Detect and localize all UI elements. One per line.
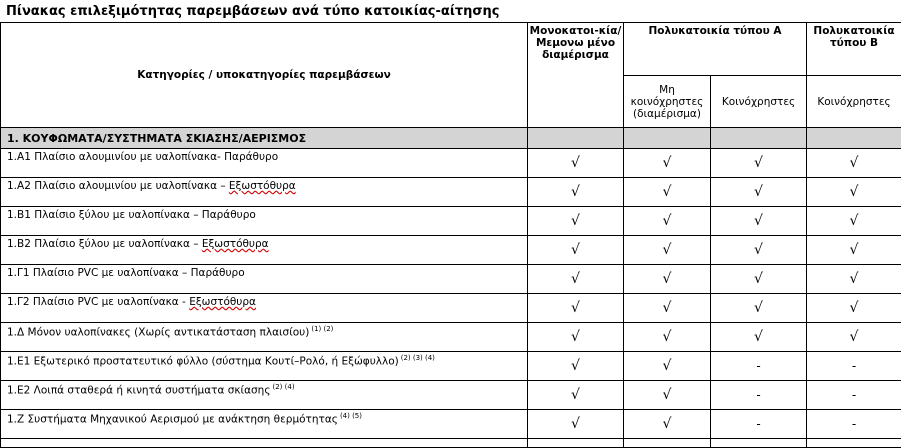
eligible-checkmark: √ [528, 149, 624, 178]
eligible-checkmark: √ [624, 207, 711, 236]
eligible-checkmark: √ [528, 352, 624, 381]
not-eligible-mark: - [711, 410, 807, 439]
eligible-checkmark: √ [624, 236, 711, 265]
row-label: 1.Β1 Πλαίσιο ξύλου με υαλοπίνακα – Παράθυρο [1, 207, 528, 236]
row-label: 1.Α1 Πλαίσιο αλουμινίου με υαλοπίνακα- Παράθυρο [1, 149, 528, 178]
eligible-checkmark: √ [624, 381, 711, 410]
section-title: 1. ΚΟΥΦΩΜΑΤΑ/ΣΥΣΤΗΜΑΤΑ ΣΚΙΑΣΗΣ/ΑΕΡΙΣΜΟΣ [1, 128, 528, 149]
header-single-dwelling: Μονοκατοι-κία/Μεμονω μένο διαμέρισμα [528, 23, 624, 128]
eligible-checkmark: √ [624, 323, 711, 352]
row-label: 1.Γ1 Πλαίσιο PVC με υαλοπίνακα – Παράθυρο [1, 265, 528, 294]
eligible-checkmark: √ [807, 265, 901, 294]
eligible-checkmark: √ [624, 178, 711, 207]
eligible-checkmark: √ [807, 207, 901, 236]
header-multi-a: Πολυκατοικία τύπου Α [624, 23, 807, 76]
row-label: 1.Β2 Πλαίσιο ξύλου με υαλοπίνακα – Εξωστόθυρα [1, 236, 528, 265]
eligible-checkmark: √ [624, 265, 711, 294]
eligible-checkmark: √ [624, 149, 711, 178]
eligible-checkmark: √ [711, 207, 807, 236]
eligible-checkmark: √ [528, 178, 624, 207]
eligible-checkmark: √ [528, 265, 624, 294]
row-label: 1.Α2 Πλαίσιο αλουμινίου με υαλοπίνακα – Εξωστόθυρα [1, 178, 528, 207]
header-multi-a-private: Μη κοινόχρηστες (διαμέρισμα) [624, 76, 711, 128]
eligible-checkmark: √ [528, 381, 624, 410]
table-row [1, 410, 901, 439]
table-row [1, 178, 901, 207]
row-label: 1.Γ2 Πλαίσιο PVC με υαλοπίνακα - Εξωστόθυρα [1, 294, 528, 323]
header-multi-b-common: Κοινόχρηστες [807, 76, 901, 128]
header-multi-b: Πολυκατοικία τύπου Β [807, 23, 901, 76]
eligible-checkmark: √ [528, 236, 624, 265]
not-eligible-mark: - [807, 410, 901, 439]
row-label: 1.Ε1 Εξωτερικό προστατευτικό φύλλο (σύστημα Κουτί–Ρολό, ή Εξώφυλλο) $^{(2) (3) (4)}$ [1, 352, 528, 381]
eligible-checkmark: √ [528, 323, 624, 352]
not-eligible-mark: - [807, 381, 901, 410]
eligible-checkmark: √ [807, 178, 901, 207]
eligible-checkmark: √ [528, 410, 624, 439]
not-eligible-mark: - [711, 352, 807, 381]
table-row [1, 381, 901, 410]
not-eligible-mark: - [711, 381, 807, 410]
footnote-ref: (2) (4) [273, 383, 295, 391]
table-row [1, 149, 901, 178]
eligible-checkmark: √ [711, 294, 807, 323]
page-title: Πίνακας επιλεξιμότητας παρεμβάσεων ανά τύπο κατοικίας-αίτησης [6, 4, 500, 19]
table-row [1, 352, 901, 381]
eligible-checkmark: √ [624, 410, 711, 439]
eligible-checkmark: √ [528, 294, 624, 323]
eligible-checkmark: √ [807, 294, 901, 323]
footnote-ref: (2) (3) (4) [401, 354, 435, 362]
table-row [1, 265, 901, 294]
eligible-checkmark: √ [624, 352, 711, 381]
row-label: 1.Ε2 Λοιπά σταθερά ή κινητά συστήματα σκίασης $^{(2) (4)}$ [1, 381, 528, 410]
section-row [1, 128, 901, 149]
eligible-checkmark: √ [807, 323, 901, 352]
not-eligible-mark: - [807, 352, 901, 381]
eligible-checkmark: √ [807, 236, 901, 265]
eligible-checkmark: √ [711, 323, 807, 352]
header-categories: Κατηγορίες / υποκατηγορίες παρεμβάσεων [1, 23, 528, 128]
eligible-checkmark: √ [711, 149, 807, 178]
row-label: 1.Δ Μόνον υαλοπίνακες (Χωρίς αντικατάσταση πλαισίου) $^{(1) (2)}$ [1, 323, 528, 352]
footnote-ref: (4) (5) [340, 412, 362, 420]
eligible-checkmark: √ [624, 294, 711, 323]
footnote-ref: (1) (2) [311, 325, 333, 333]
header-multi-a-common: Κοινόχρηστες [711, 76, 807, 128]
eligible-checkmark: √ [711, 236, 807, 265]
table-row [1, 323, 901, 352]
eligibility-table [0, 22, 901, 448]
table-row [1, 207, 901, 236]
row-label: 1.Ζ Συστήματα Μηχανικού Αερισμού με ανάκτηση θερμότητας $^{(4) (5)}$ [1, 410, 528, 439]
eligible-checkmark: √ [711, 265, 807, 294]
eligible-checkmark: √ [711, 178, 807, 207]
table-row [1, 294, 901, 323]
table-row [1, 236, 901, 265]
eligible-checkmark: √ [807, 149, 901, 178]
eligible-checkmark: √ [528, 207, 624, 236]
